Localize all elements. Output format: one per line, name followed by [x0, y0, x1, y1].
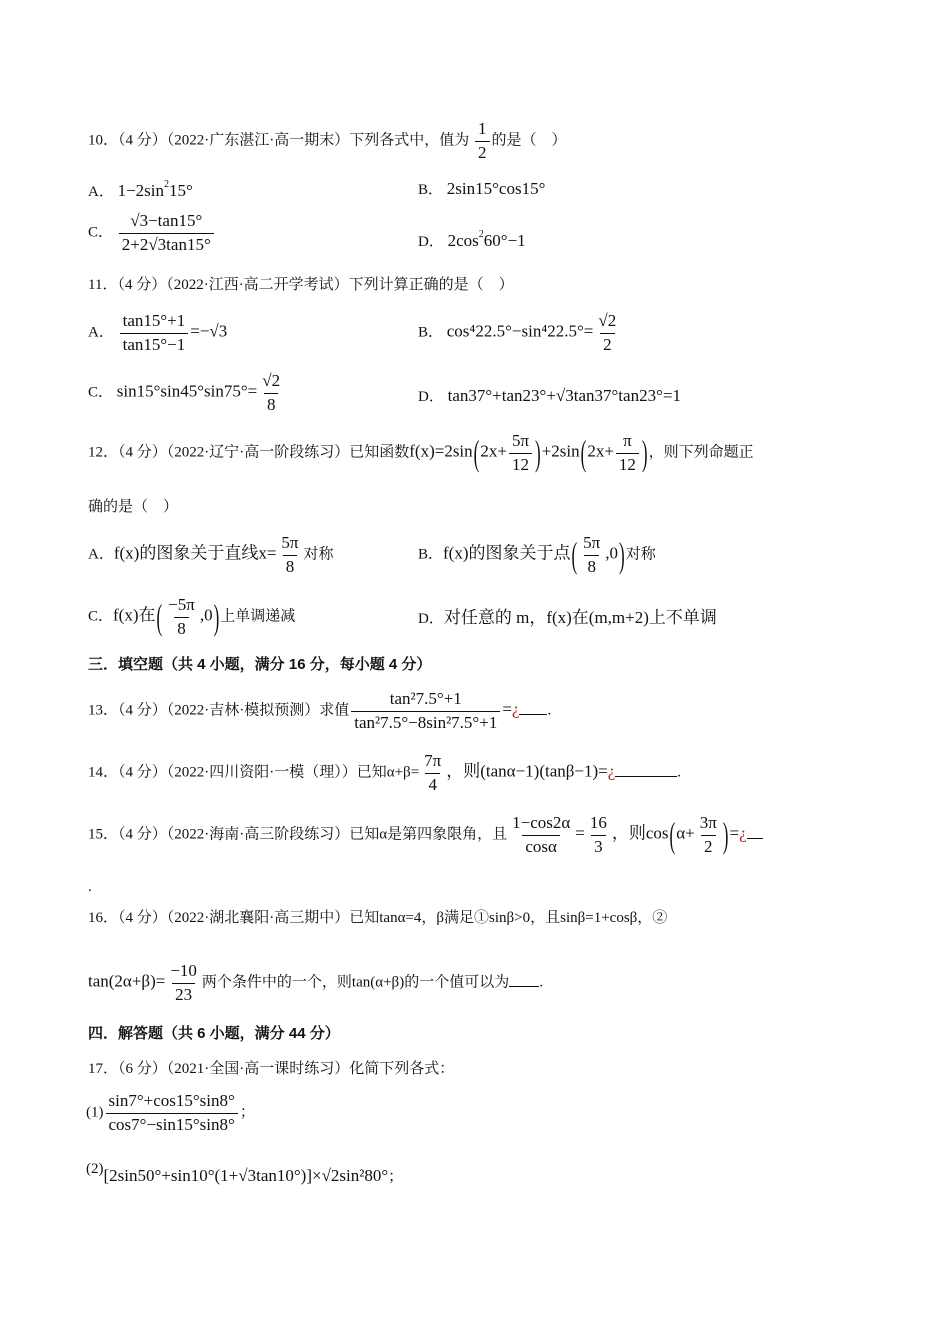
q16-post: 两个条件中的一个，则tan(α+β)的一个值可以为 [201, 974, 510, 991]
option-label: C． [88, 608, 114, 625]
paren-left: ( [571, 535, 578, 576]
frac-num: √3−tan15° [130, 211, 203, 230]
frac-num: 1−cos2α [512, 813, 571, 832]
q13-blank[interactable] [519, 713, 547, 715]
frac-num: tan15°+1 [122, 311, 186, 330]
q12-c-post: 上单调递减 [220, 608, 296, 625]
q14-blank[interactable] [615, 775, 677, 777]
q11-c-fraction [259, 372, 283, 414]
part-label: (1) [86, 1104, 104, 1121]
frac-den: 8 [264, 393, 279, 415]
frac-den: 4 [425, 773, 440, 795]
q11-option-b [418, 312, 621, 354]
q12-b-post: 对称 [625, 546, 656, 563]
frac-den: tan15°−1 [120, 333, 189, 355]
q15-end: = [729, 823, 740, 843]
frac-num: π [623, 431, 632, 450]
q15-arg-fraction [697, 814, 720, 856]
q17-stem: 17．（6 分）（2021·全国·高一课时练习）化简下列各式： [88, 1061, 455, 1077]
paren-left: ( [669, 815, 676, 856]
option-label: A． [88, 546, 114, 563]
q12-option-d [418, 609, 717, 627]
section-answer-heading: 四．解答题（共 6 小题，满分 44 分） [88, 1025, 340, 1042]
q15-stem [88, 814, 763, 856]
q15-arg: α+ [676, 823, 695, 843]
frac-num: −10 [170, 961, 197, 980]
q12-arg1: 2x+ [480, 441, 507, 461]
q10-option-d [418, 230, 526, 250]
q17-p1-fraction [106, 1092, 238, 1134]
q16-blank[interactable] [509, 985, 539, 987]
paren-right: ) [619, 535, 625, 576]
frac-num: √2 [598, 311, 617, 330]
frac-den: tan²7.5°−8sin²7.5°+1 [351, 711, 500, 733]
paren-right: ) [641, 433, 648, 474]
q12-b-mid: ,0 [605, 543, 619, 563]
q16-stem: 16．（4 分）（2022·湖北襄阳·高三期中）已知tanα=4，β满足①sinβ>0，且sinβ=1+cosβ，② [88, 910, 668, 926]
q17-p1-end: ； [239, 1104, 255, 1121]
q12-mid: +2sin [541, 441, 580, 461]
q13-end: . [547, 702, 552, 719]
frac-den: cos7°−sin15°sin8° [106, 1113, 238, 1135]
q16-fraction [167, 962, 200, 1004]
frac-den: 12 [509, 453, 532, 475]
frac-den: 2 [475, 141, 490, 163]
q12-option-c [88, 596, 295, 638]
frac-num: −5π [168, 595, 195, 614]
q15-blank[interactable] [747, 837, 763, 839]
q14-mark: ¿ [607, 761, 616, 781]
q17-part1 [86, 1092, 255, 1134]
q11-a-rhs: =−√3 [190, 321, 228, 341]
q13-stem [88, 690, 551, 732]
d-exp: 2 [478, 229, 484, 240]
q11-option-c [88, 372, 285, 414]
q12-suffix: ，则下列命题正 [648, 444, 754, 461]
frac-num: 16 [589, 813, 607, 832]
section-fill-in-heading: 三．填空题（共 4 小题，满分 16 分，每小题 4 分） [88, 656, 432, 673]
option-label: B． [418, 546, 444, 563]
frac-num: √2 [262, 371, 281, 390]
q14-prefix: 14．（4 分）（2022·四川资阳·一模（理））已知α+β= [88, 764, 420, 781]
frac-num: sin7°+cos15°sin8° [108, 1091, 235, 1110]
q12-stem [88, 432, 754, 474]
q10-c-fraction [119, 212, 214, 254]
part-label: (2) [86, 1161, 104, 1177]
q15-fraction [509, 814, 573, 856]
q15-mark: ¿ [739, 823, 747, 843]
q15-mid: ，则cos [611, 823, 669, 843]
frac-den: 2 [701, 835, 716, 857]
frac-den: 8 [584, 555, 599, 577]
q12-a-pre: f(x)的图象关于直线x= [113, 543, 277, 563]
q13-eq: = [502, 699, 512, 719]
q12-d-expr: 对任意的 m，f(x)在(m,m+2)上不单调 [443, 608, 717, 627]
q12-option-b [418, 534, 656, 576]
frac-den: cosα [522, 835, 560, 857]
frac-den: 23 [172, 983, 195, 1005]
paren-right: ) [535, 433, 541, 474]
q13-mark: ¿ [511, 699, 520, 719]
q12-arg2-fraction [616, 432, 639, 474]
frac-den: 2+2√3tan15° [119, 233, 214, 255]
q15-prefix: 15．（4 分）（2022·海南·高三阶段练习）已知α是第四象限角，且 [88, 826, 508, 843]
q12-prefix: 12．（4 分）（2022·辽宁·高一阶段练习）已知函数 [88, 444, 410, 461]
q13-fraction [351, 690, 500, 732]
frac-num: 5π [281, 533, 299, 552]
frac-num: 1 [478, 119, 487, 138]
q14-mid: ，则(tanα−1)(tanβ−1)= [446, 761, 608, 781]
d-tail: 60°−1 [483, 231, 526, 250]
q11-d-expr: tan37°+tan23°+√3tan37°tan23°=1 [447, 386, 681, 405]
frac-den: 3 [591, 835, 606, 857]
option-label: C． [88, 224, 114, 241]
a-tail: 15° [169, 181, 193, 200]
frac-den: 8 [283, 555, 298, 577]
q11-a-fraction [120, 312, 189, 354]
q12-c-mid: ,0 [199, 605, 213, 625]
q11-option-a [88, 312, 227, 354]
a-base: 1−2sin [117, 181, 165, 200]
q10-option-b [418, 180, 545, 198]
q12-c-fraction [165, 596, 198, 638]
paren-left: ( [473, 433, 480, 474]
q16-stem-line2 [88, 962, 543, 1004]
q10-option-c [88, 212, 216, 254]
q15-eq: = [575, 823, 585, 843]
q17-part2 [86, 1162, 403, 1185]
q15-line2: . [88, 879, 92, 895]
option-label: B． [418, 324, 444, 341]
q12-b-fraction [580, 534, 603, 576]
q12-a-post: 对称 [303, 546, 334, 563]
q12-a-fraction [278, 534, 301, 576]
q12-arg2: 2x+ [587, 441, 614, 461]
q12-arg1-fraction [509, 432, 532, 474]
q10-option-a [88, 180, 193, 200]
frac-num: 5π [511, 431, 530, 450]
q10-d-expr [448, 231, 526, 250]
paren-left: ( [156, 597, 163, 638]
frac-den: 2 [600, 333, 615, 355]
q12-func: f(x)=2sin [409, 441, 473, 461]
q10-suffix: 的是（ ） [491, 132, 567, 149]
option-label: D． [418, 389, 444, 405]
frac-num: tan²7.5°+1 [389, 689, 462, 708]
q12-c-pre: f(x)在 [113, 605, 156, 625]
option-label: D． [418, 234, 444, 250]
q12-b-pre: f(x)的图象关于点 [443, 543, 571, 563]
paren-left: ( [580, 433, 587, 474]
q10-b-expr: 2sin15°cos15° [446, 179, 546, 198]
frac-den: 8 [174, 617, 189, 639]
option-label: A． [88, 324, 114, 341]
q14-stem [88, 752, 681, 794]
q15-rhs-fraction [587, 814, 610, 856]
option-label: A． [88, 184, 114, 200]
q12-stem-line2: 确的是（ ） [88, 499, 179, 515]
option-label: D． [418, 611, 444, 627]
frac-num: 7π [424, 751, 442, 770]
q10-prefix: 10．（4 分）（2022·广东湛江·高一期末）下列各式中，值为 [88, 132, 470, 149]
q16-end: . [539, 974, 543, 991]
q11-b-expr: cos⁴22.5°−sin⁴22.5°= [446, 321, 594, 341]
q17-p2-expr: [2sin50°+sin10°(1+√3tan10°)]×√2sin²80° [103, 1166, 389, 1185]
paren-right: ) [213, 597, 220, 638]
paren-right: ) [722, 815, 729, 856]
q14-end: . [677, 764, 682, 781]
a-exp: 2 [164, 179, 170, 190]
frac-den: 12 [616, 453, 639, 475]
q14-fraction [421, 752, 444, 794]
q12-option-a [88, 534, 334, 576]
q11-b-fraction [595, 312, 619, 354]
option-label: B． [418, 182, 444, 198]
q13-prefix: 13．（4 分）（2022·吉林·模拟预测）求值 [88, 702, 350, 719]
q10-fraction [475, 120, 490, 162]
frac-num: 3π [699, 813, 717, 832]
q17-p2-end: ； [388, 1169, 404, 1185]
q10-stem [88, 120, 567, 162]
q11-stem: 11．（4 分）（2022·江西·高二开学考试）下列计算正确的是（ ） [88, 277, 514, 293]
option-label: C． [88, 384, 114, 401]
q10-a-expr [118, 181, 193, 200]
d-base: 2cos [447, 231, 479, 250]
q16-pre: tan(2α+β)= [88, 971, 166, 991]
frac-num: 5π [583, 533, 601, 552]
q11-option-d [418, 387, 681, 405]
q11-c-expr: sin15°sin45°sin75°= [116, 381, 258, 401]
